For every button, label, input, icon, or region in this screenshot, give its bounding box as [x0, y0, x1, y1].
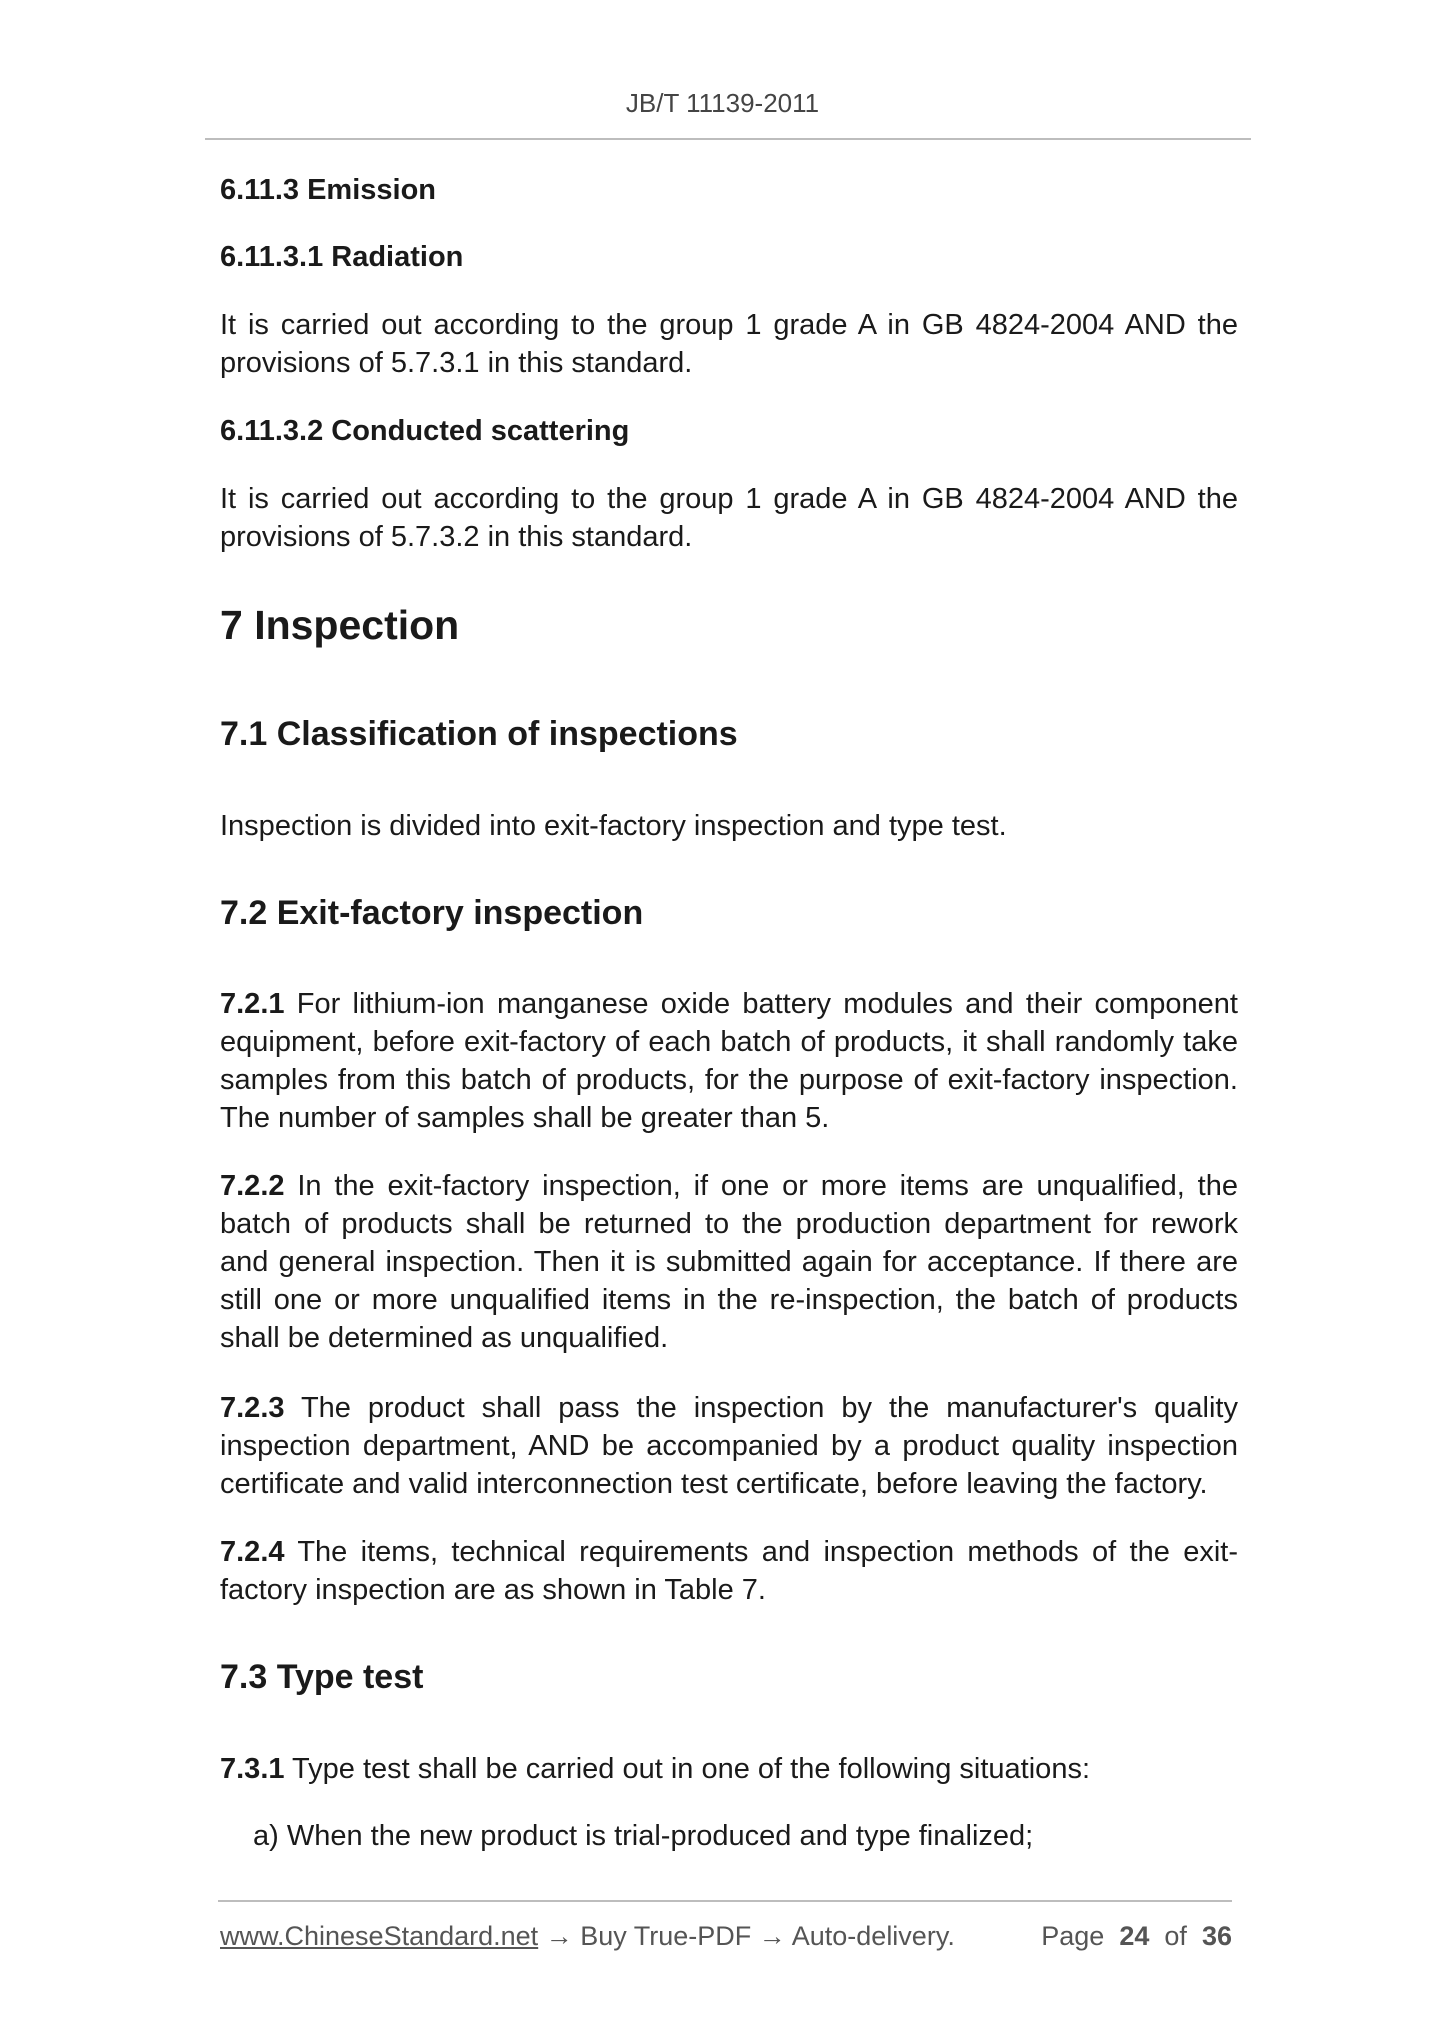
clause-text: In the exit-factory inspection, if one or more items are unqualified, the batch of products shall be returned to the production department for rework and general inspection. Then it is submitted again for acceptance. If there are still one or more unqualified items in the re-inspection, the batch of products shall be determined as unqualified. — [220, 1170, 1238, 1354]
website-link[interactable]: www.ChineseStandard.net — [220, 1921, 539, 1951]
paragraph-6-11-3-2: It is carried out according to the group 1 grade A in GB 4824-2004 AND the provisions of 5.7.3.2 in this standard. — [220, 483, 1238, 553]
heading-7: 7 Inspection — [220, 602, 460, 648]
heading-7-1: 7.1 Classification of inspections — [220, 715, 738, 753]
clause-number: 7.2.1 — [220, 988, 285, 1020]
header-divider — [205, 138, 1251, 140]
paragraph-7-2-1 — [220, 985, 1238, 1137]
paragraph-7-2-3 — [220, 1389, 1238, 1503]
of-label: of — [1164, 1921, 1187, 1951]
total-pages: 36 — [1201, 1921, 1232, 1951]
clause-text: The items, technical requirements and inspection methods of the exit-factory inspection are as shown in Table 7. — [220, 1536, 1238, 1606]
page-counter — [1041, 1921, 1232, 1952]
paragraph-7-2-2 — [220, 1167, 1238, 1357]
heading-7-2: 7.2 Exit-factory inspection — [220, 894, 644, 932]
paragraph-7-2-4 — [220, 1533, 1238, 1609]
clause-text: Type test shall be carried out in one of the following situations: — [284, 1753, 1091, 1785]
footer-divider — [218, 1900, 1232, 1902]
clause-number: 7.3.1 — [220, 1753, 285, 1785]
clause-number: 7.2.4 — [220, 1536, 285, 1568]
clause-text: For lithium-ion manganese oxide battery modules and their component equipment, before exit-factory of each batch of products, it shall randomly take samples from this batch of products, for the purpose of exit-factory inspection. The number of samples shall be greater than 5. — [220, 988, 1238, 1134]
clause-text: The product shall pass the inspection by the manufacturer's quality inspection department, AND be accompanied by a product quality inspection certificate and valid interconnection test certificate, before leaving the factory. — [220, 1392, 1238, 1500]
heading-6-11-3-1: 6.11.3.1 Radiation — [220, 241, 464, 273]
page-header: JB/T 11139-2011 — [625, 88, 820, 118]
list-item-a: a) When the new product is trial-produced and type finalized; — [253, 1820, 1034, 1852]
page-number: 24 — [1119, 1921, 1150, 1951]
page-footer — [220, 1921, 1232, 1952]
paragraph-7-1: Inspection is divided into exit-factory inspection and type test. — [220, 810, 1007, 842]
paragraph-6-11-3-1: It is carried out according to the group 1 grade A in GB 4824-2004 AND the provisions of 5.7.3.1 in this standard. — [220, 309, 1238, 379]
heading-6-11-3-2: 6.11.3.2 Conducted scattering — [220, 415, 630, 447]
heading-7-3: 7.3 Type test — [220, 1658, 424, 1696]
footer-tagline: → Buy True-PDF → Auto-delivery. — [538, 1921, 955, 1951]
clause-number: 7.2.3 — [220, 1392, 285, 1424]
clause-number: 7.2.2 — [220, 1170, 285, 1202]
heading-6-11-3: 6.11.3 Emission — [220, 174, 437, 206]
page-label: Page — [1041, 1921, 1105, 1951]
paragraph-7-3-1 — [220, 1750, 1238, 1788]
